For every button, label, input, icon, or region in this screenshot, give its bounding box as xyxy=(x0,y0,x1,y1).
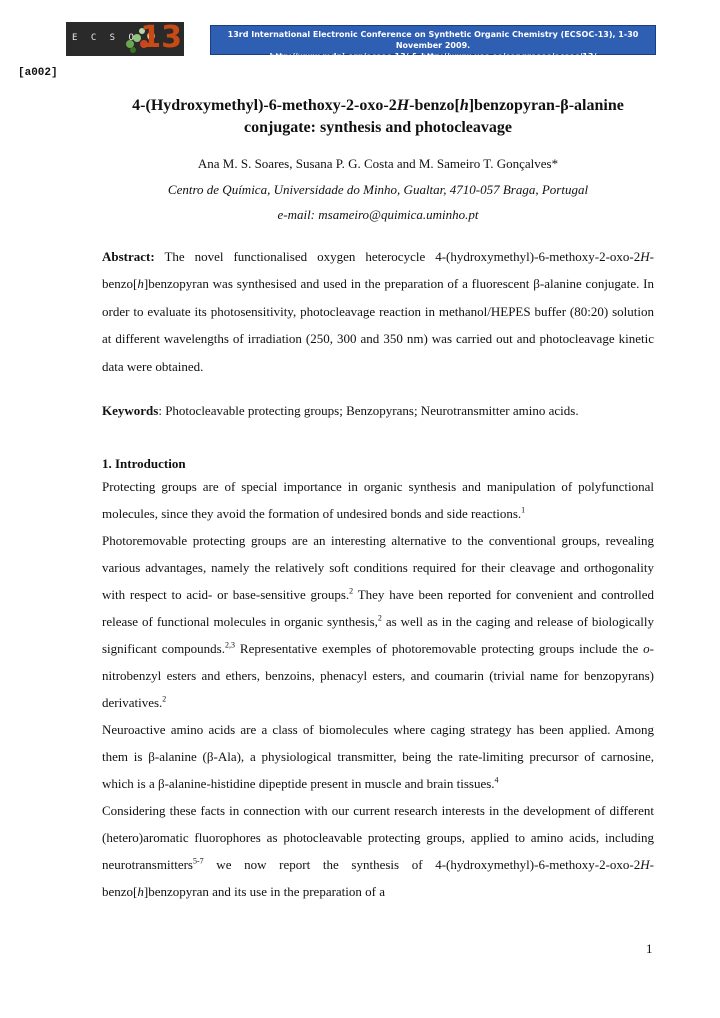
abstract: Abstract: The novel functionalised oxygen heterocycle 4-(hydroxymethyl)-6-methoxy-2-oxo-2H-benzo[h]benzopyran was synthesised and used in the preparation of a fluorescent β-alanine conjugate. In order to evaluate its photosensitivity, photocleavage reaction in methanol/HEPES buffer (80:20) solution at different wavelengths of irradiation (250, 300 and 350 nm) was carried out and photocleavage kinetic data were obtained. xyxy=(102,249,654,374)
conference-banner xyxy=(210,25,656,61)
keywords: Keywords: Photocleavable protecting groups; Benzopyrans; Neurotransmitter amino acids. xyxy=(102,403,579,418)
document-id: [a002] xyxy=(18,67,58,79)
email: e-mail: msameiro@quimica.uminho.pt xyxy=(277,207,479,222)
section-heading: 1. Introduction xyxy=(102,456,186,471)
page-number: 1 xyxy=(646,941,653,956)
banner-line-2: http://www.mdpi.org/ecsoc-13/ & http://www.usc.es/congresos/ecsoc/13/ xyxy=(269,52,597,61)
conference-logo xyxy=(66,22,184,56)
introduction-body xyxy=(102,473,654,905)
paragraph: Considering these facts in connection with our current research interests in the development of different (hetero)aromatic fluorophores as photocleavable protecting groups, applied to amino acids, including neurotransmitters$^{5-7}$ we now report the synthesis of 4-(hydroxymethyl)-6-methoxy-2-oxo-2H-benzo[h]benzopyran and its use in the preparation of a xyxy=(102,803,654,899)
paragraph: Neuroactive amino acids are a class of biomolecules where caging strategy has been applied. Among them is β-alanine (β-Ala), a physiological transmitter, being the rate-limiting precursor of carnosine, which is a β-alanine-histidine dipeptide present in muscle and brain tissues.$^4$ xyxy=(102,722,654,791)
banner-line-1: 13rd International Electronic Conference on Synthetic Organic Chemistry (ECSOC-13), 1-30 November 2009. xyxy=(227,30,639,50)
affiliation: Centro de Química, Universidade do Minho, Gualtar, 4710-057 Braga, Portugal xyxy=(167,182,589,197)
authors: Ana M. S. Soares, Susana P. G. Costa and M. Sameiro T. Gonçalves* xyxy=(197,156,559,171)
logo-text: E C S O C xyxy=(72,33,157,43)
paper-title: 4-(Hydroxymethyl)-6-methoxy-2-oxo-2H-benzo[h]benzopyran-β-alanine conjugate: synthesis and photocleavage xyxy=(132,97,624,136)
logo-number: 13 xyxy=(140,22,182,55)
paragraph: Protecting groups are of special importance in organic synthesis and manipulation of polyfunctional molecules, since they avoid the formation of undesired bonds and side reactions.$^1$ xyxy=(102,479,654,521)
paragraph: Photoremovable protecting groups are an interesting alternative to the conventional groups, revealing various advantages, namely the relatively soft conditions required for their cleavage and orthogonality with respect to acid- or base-sensitive groups.$^2$ They have been reported for convenient and controlled release of functional molecules in organic synthesis,$^2$ as well as in the caging and release of biologically significant compounds.$^{2,3}$ Representative exemples of photoremovable protecting groups include the o-nitrobenzyl esters and ethers, benzoins, phenacyl esters, and coumarin (trivial name for benzopyrans) derivatives.$^2$ xyxy=(102,533,654,710)
